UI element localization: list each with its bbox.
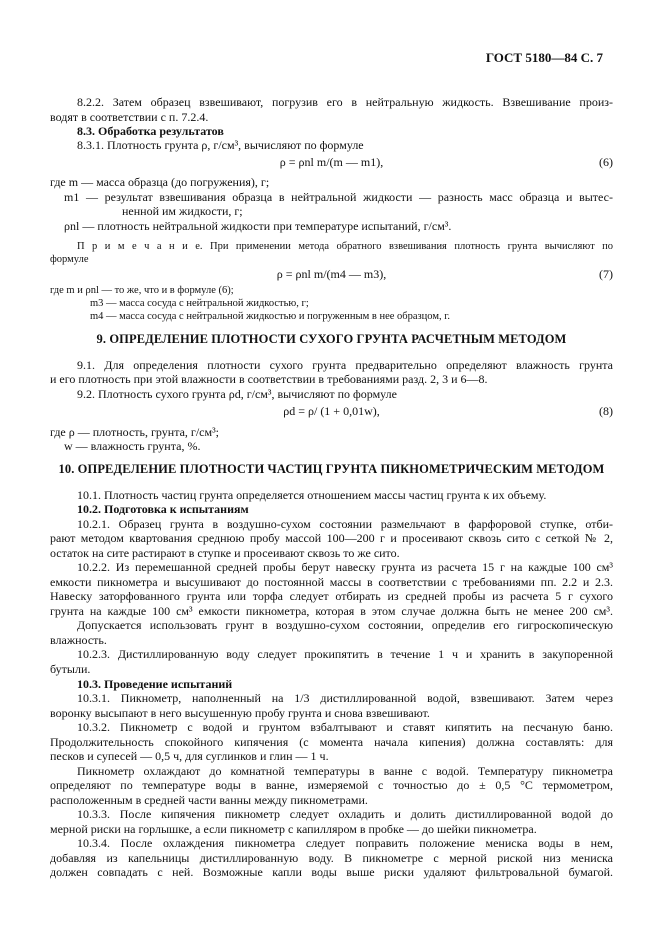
note-line: m4 — масса сосуда с нейтральной жидкостью и погруженным в нее образцом, г. [90, 311, 450, 322]
section-heading: 10.3. Проведение испытаний [77, 677, 233, 691]
formula-6: ρ = ρnl m/(m — m1), [279, 155, 384, 169]
text-line: m1 — результат взвешивания образца в нейтральной жидкости — разность масс образца и вытес- [64, 190, 613, 204]
text-line: 10.2.3. Дистиллированную воду следует прокипятить в течение 1 ч и хранить в закупоренной [77, 647, 613, 661]
text-line: емкости пикнометра и высушивают до постоянной массы в соответствии с требованиями пп. 2.2 и 2.3. [50, 575, 613, 589]
formula-number: (6) [599, 155, 613, 169]
text-line: 8.2.2. Затем образец взвешивают, погрузив его в нейтральную жидкость. Взвешивание произ- [77, 95, 613, 109]
section-heading: 10.2. Подготовка к испытаниям [77, 502, 249, 516]
text-line: грунта на каждые 100 см³ емкости пикнометра, которая в этом случае должна быть не менее 200 см³. [50, 604, 613, 618]
section-title-10: 10. ОПРЕДЕЛЕНИЕ ПЛОТНОСТИ ЧАСТИЦ ГРУНТА ПИКНОМЕТРИЧЕСКИМ МЕТОДОМ [58, 462, 605, 476]
note-line: П р и м е ч а н и е. При применении метода обратного взвешивания плотность грунта вычисляют по [77, 241, 613, 252]
note-line: где m и ρnl — то же, что и в формуле (6); [50, 285, 234, 296]
text-line: w — влажность грунта, %. [64, 439, 201, 453]
text-line: Навеску заторфованного грунта или торфа следует отбирать из средней пробы из расчета 5 г сухого [50, 589, 613, 603]
note-line: формуле [50, 254, 89, 265]
text-line: добавляя из капельницы дистиллированную воду. В пикнометре с мерной риской низ мениска [50, 851, 613, 865]
text-line: 9.1. Для определения плотности сухого грунта предварительно определяют влажность грунта [77, 358, 613, 372]
formula-8: ρd = ρ/ (1 + 0,01w), [283, 404, 380, 418]
formula-7: ρ = ρnl m/(m4 — m3), [276, 267, 387, 281]
text-line: определяют по температуре воды в ванне, измеряемой с точностью до ± 0,5 °С термометром, [50, 778, 613, 792]
section-title-9: 9. ОПРЕДЕЛЕНИЕ ПЛОТНОСТИ СУХОГО ГРУНТА РАСЧЕТНЫМ МЕТОДОМ [96, 332, 567, 346]
text-line: 10.1. Плотность частиц грунта определяется отношением массы частиц грунта к их объему. [77, 488, 547, 502]
text-line: ненной им жидкости, г; [122, 204, 243, 218]
page-header: ГОСТ 5180—84 С. 7 [485, 50, 603, 65]
text-line: 10.3.4. После охлаждения пикнометра следует поправить положение мениска воды в нем, [77, 836, 613, 850]
text-line: 10.2.1. Образец грунта в воздушно-сухом состоянии размельчают в фарфоровой ступке, отби- [77, 517, 613, 531]
formula-number: (8) [599, 404, 613, 418]
text-line: рают методом квартования среднюю пробу массой 100—200 г и просеивают сквозь сито с сеткой № 2, [50, 531, 613, 545]
text-line: где m — масса образца (до погружения), г; [50, 175, 270, 189]
text-line: 8.3.1. Плотность грунта ρ, г/см³, вычисляют по формуле [77, 138, 364, 152]
text-line: 9.2. Плотность сухого грунта ρd, г/см³, вычисляют по формуле [77, 387, 397, 401]
text-line: мерной риски на горлышке, а если пикнометр с капилляром в пробке — до шейки пикнометра. [50, 822, 537, 836]
text-line: воронку высыпают в него высушенную пробу грунта и снова взвешивают. [50, 706, 430, 720]
text-line: влажность. [50, 633, 107, 647]
text-line: расположенным в средней части ванны между пикнометрами. [50, 793, 368, 807]
text-line: ρnl — плотность нейтральной жидкости при температуре испытаний, г/см³. [64, 219, 452, 233]
text-line: должен совпадать с ней. Возможные капли воды выше риски удаляют фильтровальной бумагой. [50, 865, 613, 879]
text-line: Допускается использовать грунт в воздушно-сухом состоянии, определив его гигроскопическую [77, 618, 613, 632]
text-line: бутыли. [50, 662, 91, 676]
text-line: 10.2.2. Из перемешанной средней пробы берут навеску грунта из расчета 15 г на каждые 100 см³ [77, 560, 613, 574]
formula-number: (7) [599, 267, 613, 281]
text-line: 10.3.2. Пикнометр с водой и грунтом взбалтывают и ставят кипятить на песчаную баню. [77, 720, 613, 734]
text-line: песков и супесей — 0,5 ч, для суглинков и глин — 1 ч. [50, 749, 329, 763]
text-line: остаток на сите растирают в ступке и просеивают сквозь то же сито. [50, 546, 400, 560]
text-line: 10.3.1. Пикнометр, наполненный на 1/3 дистиллированной водой, взвешивают. Затем через [77, 691, 613, 705]
note-line: m3 — масса сосуда с нейтральной жидкостью, г; [90, 298, 309, 309]
text-line: Пикнометр охлаждают до комнатной температуры в ванне с водой. Температуру пикнометра [77, 764, 613, 778]
text-line: 10.3.3. После кипячения пикнометр следует охладить и долить дистиллированной водой до [77, 807, 613, 821]
text-line: и его плотность при этой влажности в соответствии в требованиями разд. 2, 3 и 6—8. [50, 372, 488, 386]
text-line: где ρ — плотность, грунта, г/см³; [50, 425, 220, 439]
section-heading: 8.3. Обработка результатов [77, 124, 224, 138]
text-line: водят в соответствии с п. 7.2.4. [50, 110, 209, 124]
text-line: Продолжительность спокойного кипячения (с момента начала кипения) должна составлять: для [50, 735, 613, 749]
